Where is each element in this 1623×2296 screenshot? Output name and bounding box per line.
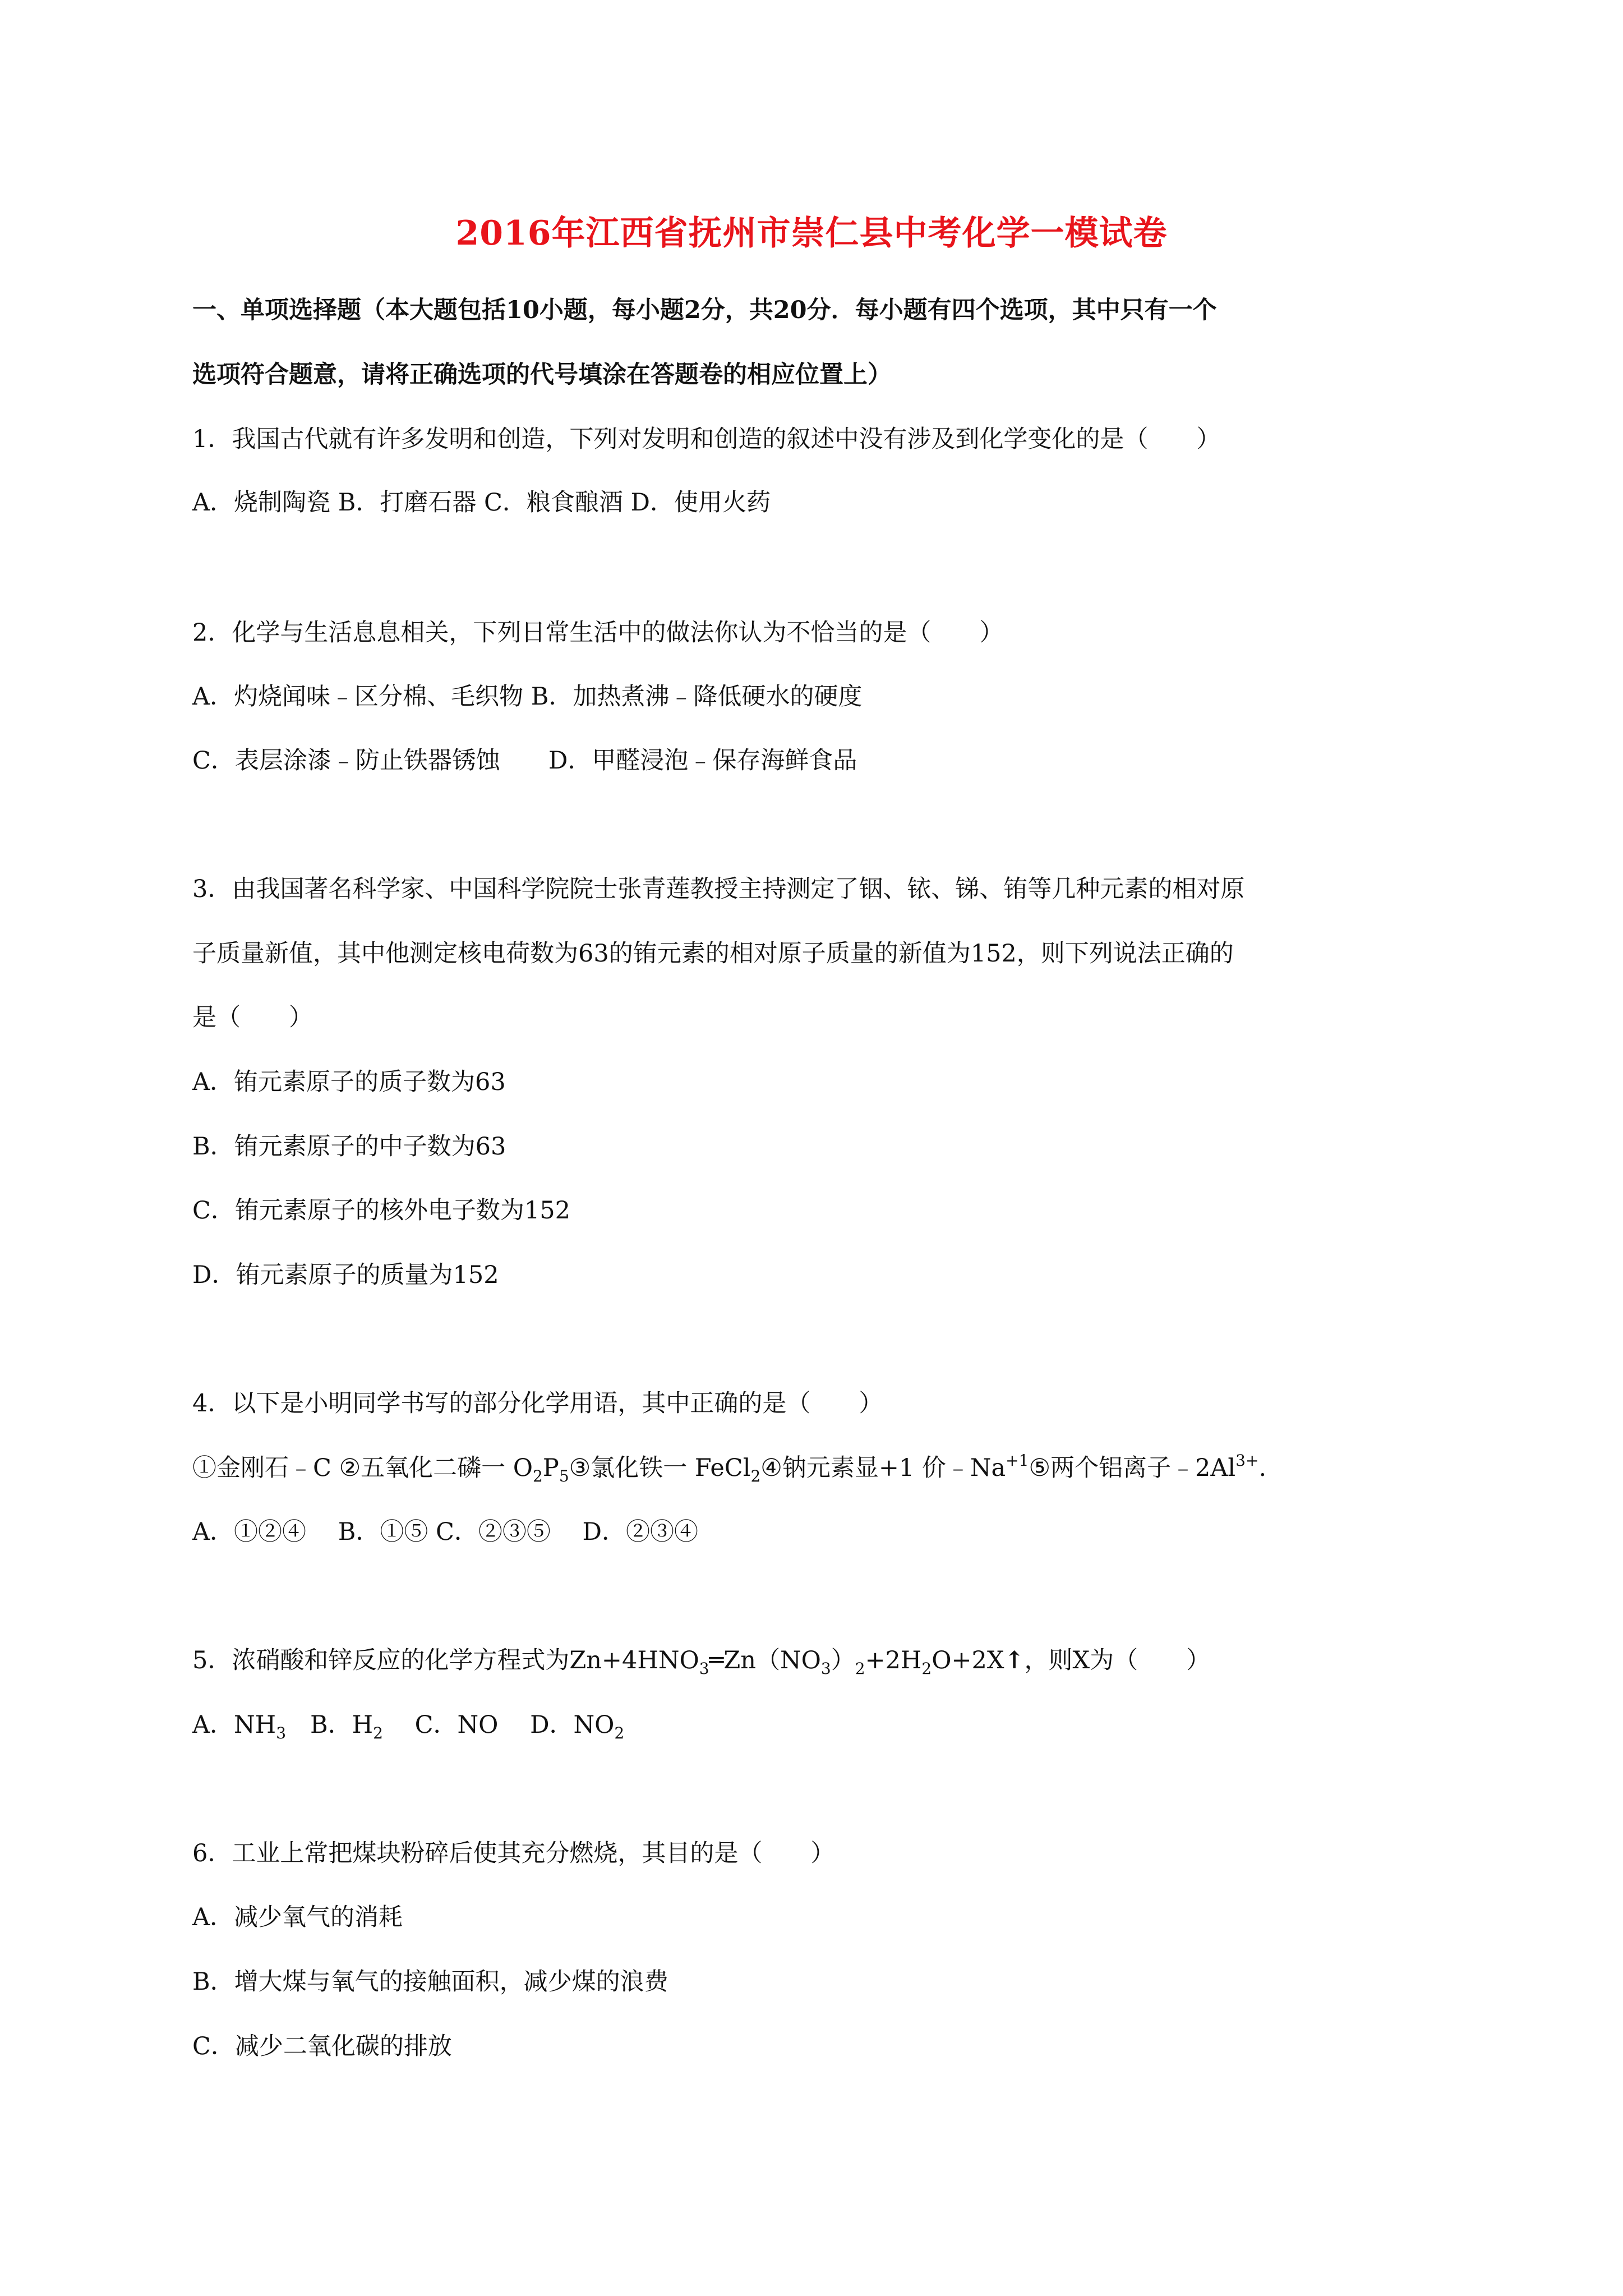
question-5-options: A．$NH_3$ B．$H_2$ C．NO D．$NO_2$ (192, 1711, 625, 1742)
question-2-stem: 2．化学与生活息息相关，下列日常生活中的做法你认为不恰当的是（ ） (192, 619, 1004, 647)
up-arrow-icon: ↑ (1004, 1646, 1025, 1674)
question-3-stem-line1: 3．由我国著名科学家、中国科学院院士张青莲教授主持测定了铟、铱、锑、铕等几种元素的相对原 (192, 875, 1245, 903)
question-3-option-c: C．铕元素原子的核外电子数为152 (192, 1197, 570, 1225)
question-4-options: A．①②④ B．①⑤ C．②③⑤ D．②③④ (192, 1518, 699, 1546)
question-6-option-b: B．增大煤与氧气的接触面积，减少煤的浪费 (192, 1968, 668, 1996)
section-instructions-line2: 选项符合题意，请将正确选项的代号填涂在答题卷的相应位置上） (192, 361, 892, 389)
question-2-options-cd: C．表层涂漆﹣防止铁器锈蚀 D．甲醛浸泡﹣保存海鲜食品 (192, 747, 857, 775)
question-4-items: ①金刚石﹣C ②五氧化二磷一 $O_2P_5③$氯化铁一 FeCl$_2$④钠元素显+1 价$﹣Na^{+1}⑤$两个铝离子$﹣2Al^{3+}$. (192, 1451, 1267, 1485)
question-3-option-a: A．铕元素原子的质子数为63 (192, 1068, 506, 1096)
question-3-stem-line2: 子质量新值，其中他测定核电荷数为63的铕元素的相对原子质量的新值为152，则下列说法正确的 (192, 940, 1234, 968)
section-instructions-line1: 一、单项选择题（本大题包括10小题，每小题2分，共20分．每小题有四个选项，其中只有一个 (192, 296, 1217, 324)
question-1-options: A．烧制陶瓷 B．打磨石器 C．粮食酿酒 D．使用火药 (192, 489, 771, 517)
question-3-stem-line3: 是（ ） (192, 1004, 313, 1032)
question-4-stem: 4．以下是小明同学书写的部分化学用语，其中正确的是（ ） (192, 1389, 883, 1418)
page-title: 2016年江西省抚州市崇仁县中考化学一模试卷 (455, 214, 1168, 253)
question-6-option-c: C．减少二氧化碳的排放 (192, 2032, 452, 2060)
question-2-options-ab: A．灼烧闻味﹣区分棉、毛织物 B．加热煮沸﹣降低硬水的硬度 (192, 683, 863, 711)
question-1-stem: 1．我国古代就有许多发明和创造，下列对发明和创造的叙述中没有涉及到化学变化的是（ ） (192, 425, 1221, 453)
question-5-stem: 5．浓硝酸和锌反应的化学方程式为$Zn+4HNO_3═Zn(NO_3)_2+2H_2O+2X↑$，则X为（ ） (192, 1646, 1211, 1678)
question-6-option-a: A．减少氧气的消耗 (192, 1903, 403, 1931)
question-6-stem: 6．工业上常把煤块粉碎后使其充分燃烧，其目的是（ ） (192, 1839, 835, 1867)
question-3-option-b: B．铕元素原子的中子数为63 (192, 1133, 506, 1161)
question-3-option-d: D．铕元素原子的质量为152 (192, 1261, 499, 1289)
